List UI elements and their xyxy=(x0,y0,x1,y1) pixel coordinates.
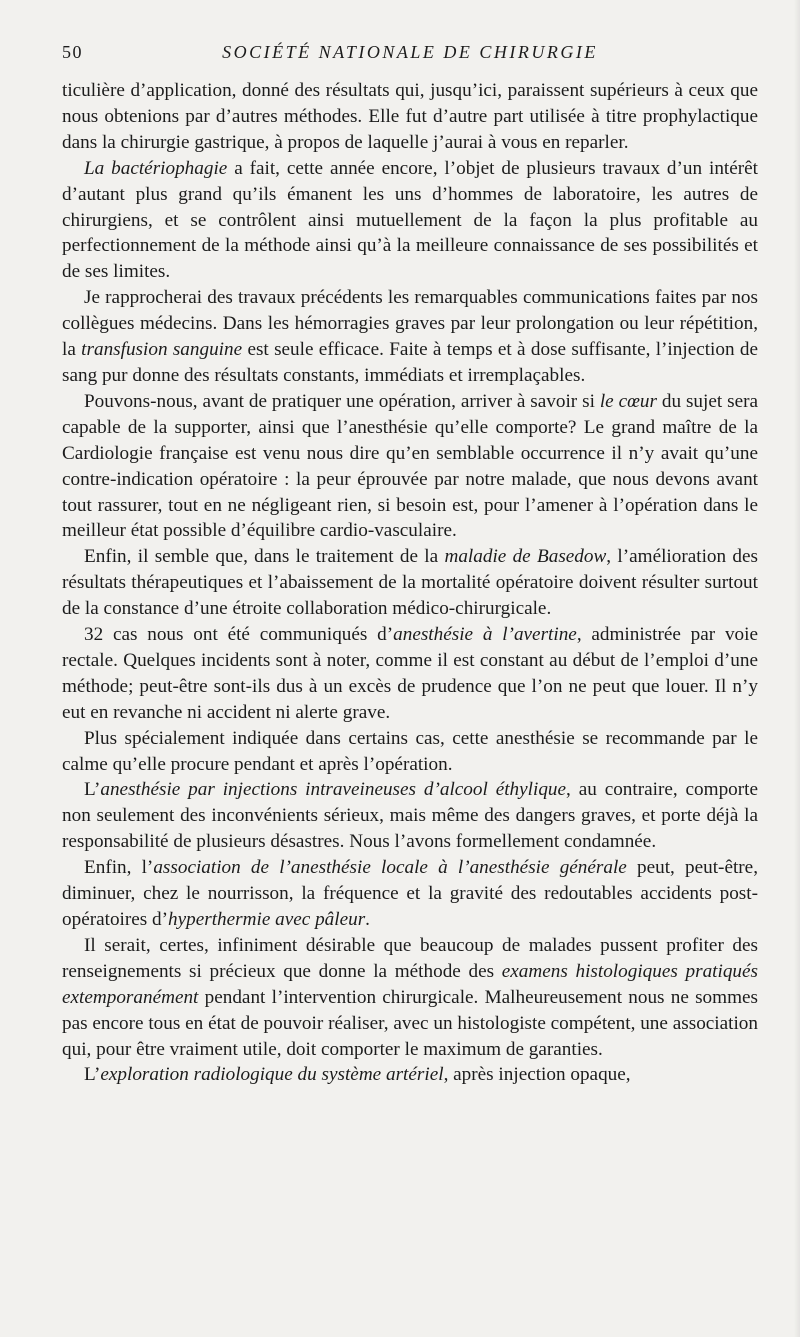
italic-term: examens histologiques pratiqués extemporanément xyxy=(62,960,758,1008)
paragraph xyxy=(62,544,758,622)
text-run: a fait, cette année encore, l’objet de plusieurs travaux d’un intérêt d’autant plus grand qu’ils émanent les uns d’hommes de laboratoire, les autres de chirurgiens, et se contrôlent ainsi mutuellement de la façon la plus profitable au perfectionnement de la méthode ainsi qu’à la meilleure connaissance de ses possibilités et de ses limites. xyxy=(62,157,758,283)
text-run: pendant l’intervention chirurgicale. Malheureusement nous ne sommes pas encore tous en état de pouvoir réaliser, avec un histologiste compétent, une association qui, pour être vraiment utile, doit comporter le maximum de garanties. xyxy=(62,986,758,1060)
text-run: Enfin, l’ xyxy=(84,857,154,879)
italic-term: maladie de Basedow xyxy=(444,546,607,568)
paragraph xyxy=(62,389,758,544)
italic-term: La bactériophagie xyxy=(84,157,228,179)
text-run: , au contraire, comporte non seulement des inconvénients sérieux, mais même des dangers graves, et porte déjà la responsabilité de plusieurs désastres. Nous l’avons formellement condamnée. xyxy=(62,779,758,853)
text-run: Je rapprocherai des travaux précédents les remarquables communications faites par nos collègues médecins. Dans les hémorragies graves par leur prolongation ou leur répétition, la xyxy=(62,287,758,361)
paragraph xyxy=(62,156,758,286)
text-run: ticulière d’application, donné des résultats qui, jusqu’ici, paraissent supérieurs à ceux que nous obtenions par d’autres méthodes. Elle fut d’autre part utilisée à titre prophylactique dans la chirurgie gastrique, à propos de laquelle j’aurai à vous en reparler. xyxy=(62,80,758,153)
paragraph xyxy=(62,622,758,726)
paragraph xyxy=(62,777,758,855)
italic-term: anesthésie à l’avertine xyxy=(393,624,577,646)
paragraph xyxy=(62,1062,758,1088)
text-run: du sujet sera capable de la supporter, ainsi que l’anesthésie qu’elle comporte? Le grand maître de la Cardiologie française est venu nous dire qu’en semblable occurrence il n’y avait qu’une contre-indication opératoire : la peur éprouvée par notre malade, que nous devons avant tout rassurer, tout en ne négligeant rien, si besoin est, pour l’amener à l’opération dans le meilleur état possible d’équilibre cardio-vasculaire. xyxy=(62,390,758,542)
running-title: SOCIÉTÉ NATIONALE DE CHIRURGIE xyxy=(222,42,598,62)
page-number: 50 xyxy=(62,42,83,62)
italic-term: anesthésie par injections intraveineuses d’alcool éthylique xyxy=(100,779,567,801)
text-run: est seule efficace. Faite à temps et à dose suffisante, l’injection de sang pur donne des résultats constants, immédiats et irremplaçables. xyxy=(62,339,758,386)
text-run: peut, peut-être, diminuer, chez le nourrisson, la fréquence et la gravité des redoutables accidents post-opératoires d’ xyxy=(62,857,758,930)
text-run: Enfin, il semble que, dans le traitement de la xyxy=(84,546,445,568)
text-run: , après injection opaque, xyxy=(443,1064,631,1086)
text-run: , l’amélioration des résultats thérapeutiques et l’abaissement de la mortalité opératoire doivent résulter surtout de la constance d’une étroite collaboration médico-chirurgicale. xyxy=(62,546,758,620)
paragraph xyxy=(62,726,758,778)
text-run: Il serait, certes, infiniment désirable que beaucoup de malades pussent profiter des renseignements si précieux que donne la méthode des xyxy=(62,934,758,982)
running-head xyxy=(62,38,758,78)
text-run: L’ xyxy=(84,1064,101,1086)
text-run: . xyxy=(365,909,370,930)
text-run: 32 cas nous ont été communiqués d’ xyxy=(84,624,394,646)
body-text xyxy=(62,78,758,1088)
paragraph xyxy=(62,933,758,1063)
italic-term: association de l’anesthésie locale à l’anesthésie générale xyxy=(153,857,627,879)
text-run: , administrée par voie rectale. Quelques incidents sont à noter, comme il est constant au début de l’emploi d’une méthode; peut-être sont-ils dus à un excès de prudence que l’on ne peut que louer. Il n’y eut en revanche ni accident ni alerte grave. xyxy=(62,624,758,723)
page-edge-shadow xyxy=(794,0,800,1337)
text-run: Plus spécialement indiquée dans certains cas, cette anesthésie se recommande par le calme qu’elle procure pendant et après l’opération. xyxy=(62,727,758,775)
paragraph xyxy=(62,78,758,156)
text-run: L’ xyxy=(84,779,101,801)
italic-term: exploration radiologique du système artériel xyxy=(100,1064,444,1086)
paragraph xyxy=(62,285,758,389)
italic-term: hyperthermie avec pâleur xyxy=(168,909,366,930)
paragraph xyxy=(62,855,758,933)
text-run: Pouvons-nous, avant de pratiquer une opération, arriver à savoir si xyxy=(84,390,600,412)
italic-term: le cœur xyxy=(599,390,657,412)
italic-term: transfusion sanguine xyxy=(81,339,243,361)
